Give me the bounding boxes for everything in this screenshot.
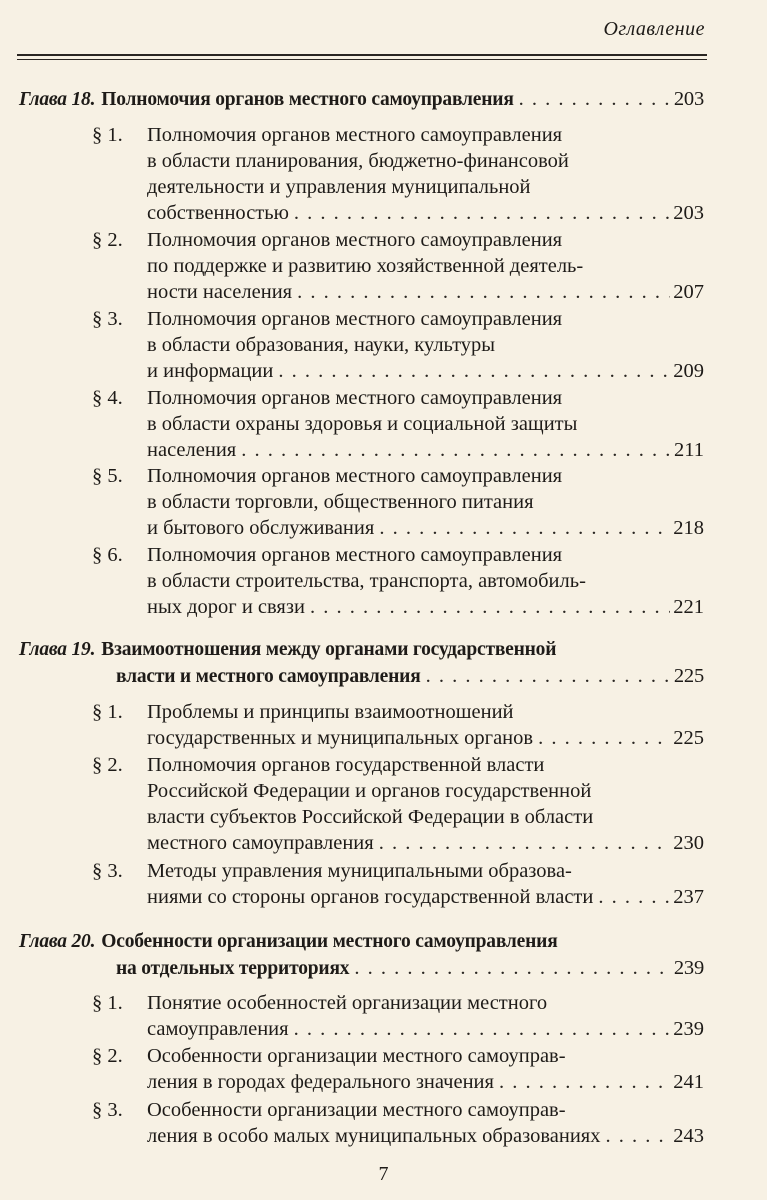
section-line (147, 1016, 704, 1042)
section-line (147, 1123, 704, 1149)
section-line (147, 1097, 566, 1123)
section-line (147, 332, 495, 358)
running-head: Оглавление (603, 18, 705, 40)
section-line (147, 752, 544, 778)
section-text: Полномочия органов местного самоуправления (147, 229, 563, 251)
chapter-label: Глава 20. (19, 931, 96, 952)
page-ref: 243 (673, 1125, 704, 1147)
section-line (147, 122, 562, 148)
section-line (147, 725, 704, 751)
chapter-title: Полномочия органов местного самоуправления (101, 89, 514, 110)
section-number: § 2. (92, 1045, 123, 1067)
section-line (147, 699, 514, 725)
section-number: § 1. (92, 701, 123, 723)
section-text: деятельности и управления муниципальной (147, 176, 531, 198)
chapter-line (19, 86, 704, 113)
section-line (147, 594, 704, 620)
section-text: в области образования, науки, культуры (147, 334, 496, 356)
section-number: § 1. (92, 124, 123, 146)
page-ref: 239 (673, 957, 704, 979)
section-number: § 2. (92, 754, 123, 776)
section-number: § 2. (92, 229, 123, 251)
page-ref: 203 (673, 88, 704, 110)
section-line (147, 778, 591, 804)
page-ref: 241 (673, 1071, 704, 1093)
dot-leader (519, 86, 671, 112)
section-text: Полномочия органов местного самоуправления (147, 124, 563, 146)
page-ref: 203 (673, 202, 704, 224)
section-text: ниями со стороны органов государственной власти (147, 886, 594, 908)
section-line (147, 1069, 704, 1095)
section-line (147, 385, 562, 411)
section-number: § 3. (92, 860, 123, 882)
section-line (147, 990, 547, 1016)
section-text: в области охраны здоровья и социальной защиты (147, 413, 578, 435)
chapter-line (116, 955, 704, 982)
chapter-line (19, 929, 558, 955)
dot-leader (354, 955, 671, 981)
section-text: Особенности организации местного самоуправ- (147, 1045, 566, 1067)
chapter-title: на отдельных территориях (116, 958, 350, 979)
section-text: и информации (147, 360, 274, 382)
section-text: ности населения (147, 281, 293, 303)
section-text: Полномочия органов местного самоуправления (147, 465, 563, 487)
section-line (147, 411, 577, 437)
section-number: § 1. (92, 992, 123, 1014)
chapter-label: Глава 18. (19, 89, 96, 110)
section-text: населения (147, 439, 237, 461)
header-rule-thin (17, 59, 707, 60)
section-line (147, 489, 534, 515)
section-line (147, 515, 704, 541)
page-ref: 239 (673, 1018, 704, 1040)
section-line (147, 227, 562, 253)
dot-leader (499, 1069, 670, 1095)
dot-leader (379, 515, 670, 541)
section-line (147, 884, 704, 910)
section-number: § 3. (92, 1099, 123, 1121)
chapter-title: власти и местного самоуправления (116, 666, 421, 687)
section-text: Полномочия органов государственной власти (147, 754, 545, 776)
chapter-line (19, 637, 556, 663)
dot-leader (426, 663, 671, 689)
dot-leader (598, 884, 670, 910)
section-text: в области строительства, транспорта, автомобиль- (147, 570, 586, 592)
section-line (147, 463, 562, 489)
section-number: § 5. (92, 465, 123, 487)
section-text: и бытового обслуживания (147, 517, 375, 539)
section-line (147, 358, 704, 384)
section-number: § 6. (92, 544, 123, 566)
page-ref: 209 (673, 360, 704, 382)
page-ref: 221 (673, 596, 704, 618)
section-line (147, 804, 593, 830)
section-text: ных дорог и связи (147, 596, 305, 618)
section-text: ления в особо малых муниципальных образованиях (147, 1125, 601, 1147)
page-ref: 237 (673, 886, 704, 908)
section-text: в области торговли, общественного питания (147, 491, 534, 513)
section-text: Полномочия органов местного самоуправления (147, 544, 563, 566)
section-line (147, 200, 704, 226)
section-line (147, 174, 531, 200)
section-line (147, 253, 583, 279)
dot-leader (538, 725, 670, 751)
section-text: Проблемы и принципы взаимоотношений (147, 701, 514, 723)
section-line (147, 830, 704, 856)
dot-leader (379, 830, 671, 856)
section-number: § 3. (92, 308, 123, 330)
section-line (147, 568, 586, 594)
chapter-title: Взаимоотношения между органами государственной (101, 639, 557, 660)
page-ref: 230 (673, 832, 704, 854)
section-line (147, 542, 562, 568)
section-text: Понятие особенностей организации местного (147, 992, 548, 1014)
dot-leader (605, 1123, 670, 1149)
section-number: § 4. (92, 387, 123, 409)
page-ref: 218 (673, 517, 704, 539)
page-number: 7 (378, 1163, 389, 1185)
header-rule (17, 54, 707, 56)
section-text: Российской Федерации и органов государственной (147, 780, 592, 802)
section-text: государственных и муниципальных органов (147, 727, 534, 749)
section-line (147, 1043, 566, 1069)
page-ref: 225 (673, 727, 704, 749)
section-text: Полномочия органов местного самоуправления (147, 308, 563, 330)
section-text: местного самоуправления (147, 832, 374, 854)
section-line (147, 306, 562, 332)
dot-leader (241, 437, 671, 463)
section-line (147, 148, 569, 174)
section-line (147, 858, 572, 884)
section-text: собственностью (147, 202, 289, 224)
section-text: Полномочия органов местного самоуправления (147, 387, 563, 409)
section-text: самоуправления (147, 1018, 289, 1040)
chapter-line (116, 663, 704, 690)
chapter-title: Особенности организации местного самоуправления (101, 931, 558, 952)
section-text: власти субъектов Российской Федерации в области (147, 806, 594, 828)
section-line (147, 437, 704, 463)
dot-leader (294, 200, 670, 226)
section-text: Особенности организации местного самоуправ- (147, 1099, 566, 1121)
dot-leader (294, 1016, 671, 1042)
chapter-label: Глава 19. (19, 639, 96, 660)
page-ref: 211 (674, 439, 704, 461)
section-line (147, 279, 704, 305)
section-text: Методы управления муниципальными образова- (147, 860, 572, 882)
dot-leader (278, 358, 670, 384)
dot-leader (297, 279, 670, 305)
section-text: ления в городах федерального значения (147, 1071, 494, 1093)
section-text: в области планирования, бюджетно-финансовой (147, 150, 569, 172)
section-text: по поддержке и развитию хозяйственной деятель- (147, 255, 584, 277)
page-ref: 225 (673, 665, 704, 687)
dot-leader (310, 594, 670, 620)
page-ref: 207 (673, 281, 704, 303)
